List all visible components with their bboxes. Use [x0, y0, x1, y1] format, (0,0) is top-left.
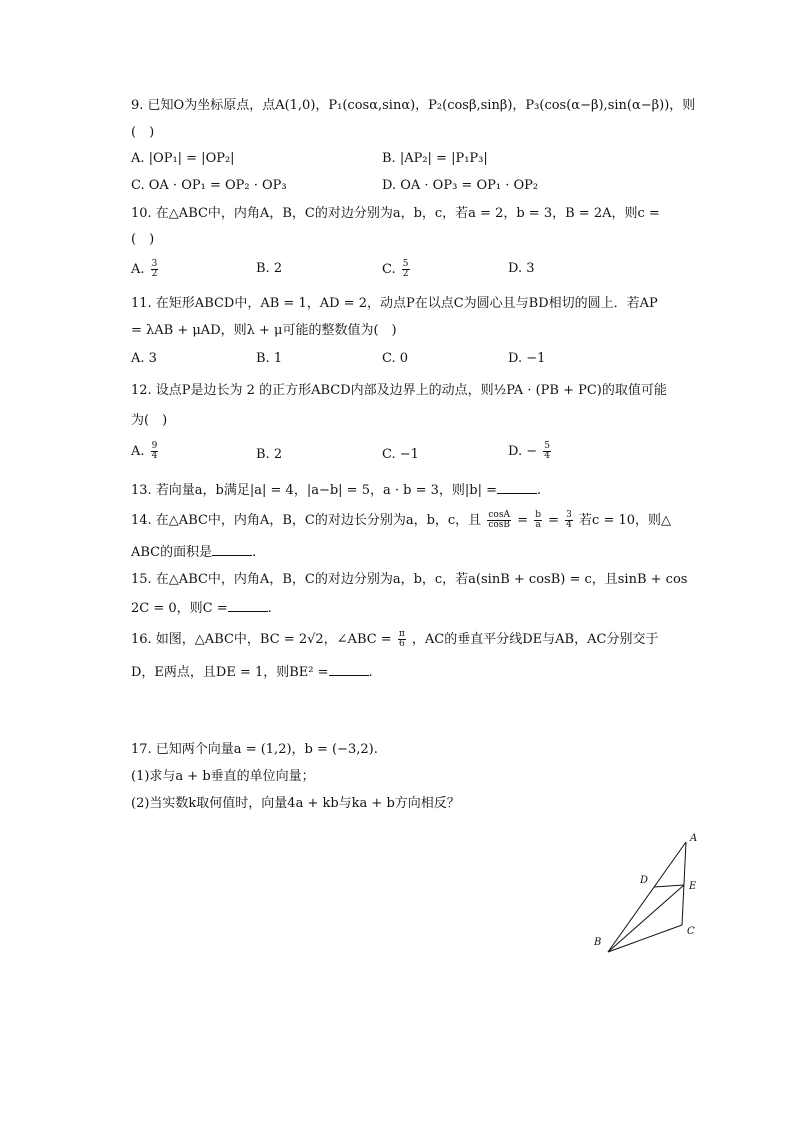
fraction-num: π	[398, 629, 405, 639]
q12-option-d-label: D. −	[508, 444, 538, 459]
fraction-den: 4	[151, 451, 158, 461]
q10-option-b: B. 2	[256, 261, 283, 276]
q12-option-d-fraction	[543, 442, 551, 461]
fraction-den: cosB	[488, 520, 511, 530]
q10-option-d: D. 3	[508, 261, 535, 276]
q13-line	[131, 481, 541, 500]
q12-stem: 12. 设点P是边长为 2 的正方形ABCD内部及边界上的动点，则½PA · (PB + PC)的取值可能	[131, 383, 667, 398]
q14-equals-2: =	[548, 513, 560, 528]
q9-stem: 9. 已知O为坐标原点，点A(1,0)，P₁(cosα,sinα)，P₂(cosβ,sinβ)，P₃(cos(α−β),sin(α−β))，则	[131, 98, 696, 113]
q17-part-1: (1)求与a + b垂直的单位向量；	[131, 769, 315, 784]
q12-option-d	[508, 442, 553, 461]
fraction-num: 5	[402, 259, 409, 269]
label-e: E	[689, 881, 697, 892]
fraction-den: 2	[151, 269, 158, 279]
q14-end: .	[252, 545, 257, 560]
q15-answer-blank	[228, 599, 268, 612]
fraction-num: 3	[151, 259, 158, 269]
q14-fraction-34	[565, 511, 573, 530]
q11-option-a: A. 3	[131, 351, 157, 366]
q16-fraction-pi6	[398, 630, 406, 649]
q10-option-a-fraction	[151, 260, 159, 279]
segment-de	[654, 885, 684, 887]
q14-answer-blank	[212, 543, 252, 556]
label-d: D	[640, 875, 649, 886]
q10-option-a	[131, 260, 160, 279]
fraction-den: 2	[402, 269, 409, 279]
q14-line-2	[131, 543, 256, 562]
q14-fraction-ba	[534, 511, 542, 530]
q9-option-c: C. OA · OP₁ = OP₂ · OP₃	[131, 178, 287, 193]
q10-option-c	[382, 260, 412, 279]
q14-stem-b: 若c = 10，则△	[579, 513, 672, 528]
q11-option-c: C. 0	[382, 351, 409, 366]
q15-end: .	[267, 601, 272, 616]
q10-option-c-fraction	[402, 260, 410, 279]
q12-option-b: B. 2	[256, 447, 283, 462]
segment-ba	[608, 842, 686, 952]
q13-stem: 13. 若向量a，b满足|a| = 4，|a−b| = 5，a · b = 3，则|b| =	[131, 483, 497, 498]
q16-answer-blank	[329, 663, 369, 676]
q9-option-d: D. OA · OP₃ = OP₁ · OP₂	[382, 178, 539, 193]
label-c: C	[687, 926, 695, 937]
q9-option-a: A. |OP₁| = |OP₂|	[131, 151, 235, 166]
fraction-den: 4	[566, 520, 572, 530]
segment-ac	[682, 842, 686, 925]
triangle-figure	[592, 830, 712, 960]
q12-stem-2: 为( )	[131, 413, 168, 428]
q11-stem-2: = λAB + μAD，则λ + μ可能的整数值为( )	[131, 323, 397, 338]
q16-stem-a: 16. 如图，△ABC中，BC = 2√2，∠ABC =	[131, 632, 392, 647]
fraction-num: cosA	[488, 510, 510, 520]
q15-stem-2: 2C = 0，则C =	[131, 601, 228, 616]
q12-option-a-label: A.	[131, 444, 145, 459]
q14-stem-2: ABC的面积是	[131, 545, 213, 560]
q12-option-c: C. −1	[382, 447, 419, 462]
q16-line	[131, 630, 658, 649]
q10-stem: 10. 在△ABC中，内角A，B，C的对边分别为a，b，c，若a = 2，b = 3，B = 2A，则c =	[131, 206, 660, 221]
q12-option-a	[131, 442, 160, 461]
fraction-den: a	[535, 520, 541, 530]
q16-stem-2: D，E两点，且DE = 1，则BE² =	[131, 665, 329, 680]
q14-stem-a: 14. 在△ABC中，内角A，B，C的对边长分别为a，b，c，且	[131, 513, 482, 528]
q17-part-2: (2)当实数k取何值时，向量4a + kb与ka + b方向相反？	[131, 796, 460, 811]
q11-option-b: B. 1	[256, 351, 283, 366]
label-b: B	[594, 937, 602, 948]
fraction-den: 6	[398, 639, 405, 649]
q16-line-2	[131, 663, 373, 682]
q15-stem: 15. 在△ABC中，内角A，B，C的对边分别为a，b，c，若a(sinB + cosB) = c，且sinB + cos	[131, 572, 688, 587]
fraction-num: 3	[566, 510, 572, 520]
q11-option-d: D. −1	[508, 351, 546, 366]
fraction-num: b	[535, 510, 541, 520]
q9-option-b: B. |AP₂| = |P₁P₃|	[382, 151, 488, 166]
fraction-num: 9	[151, 441, 158, 451]
q11-stem: 11. 在矩形ABCD中，AB = 1，AD = 2，动点P在以点C为圆心且与BD相切的圆上．若AP	[131, 296, 658, 311]
q13-end: .	[536, 483, 542, 498]
q10-option-a-label: A.	[131, 262, 145, 277]
q16-stem-b: ，AC的垂直平分线DE与AB，AC分别交于	[411, 632, 659, 647]
q16-end: .	[368, 665, 373, 680]
segment-bc	[608, 925, 682, 952]
q10-paren: ( )	[131, 232, 155, 247]
fraction-num: 5	[544, 441, 550, 451]
label-a: A	[690, 833, 698, 844]
segment-be	[608, 885, 684, 952]
q13-answer-blank	[497, 481, 537, 494]
q12-option-a-fraction	[151, 442, 159, 461]
q17-stem: 17. 已知两个向量a = (1,2)，b = (−3,2).	[131, 742, 378, 757]
q9-paren: ( )	[131, 125, 155, 140]
q15-line-2	[131, 599, 272, 618]
fraction-den: 4	[544, 451, 550, 461]
q14-line	[131, 511, 671, 530]
q10-option-c-label: C.	[382, 262, 396, 277]
q14-fraction-cos	[487, 511, 511, 530]
q14-equals: =	[517, 513, 529, 528]
